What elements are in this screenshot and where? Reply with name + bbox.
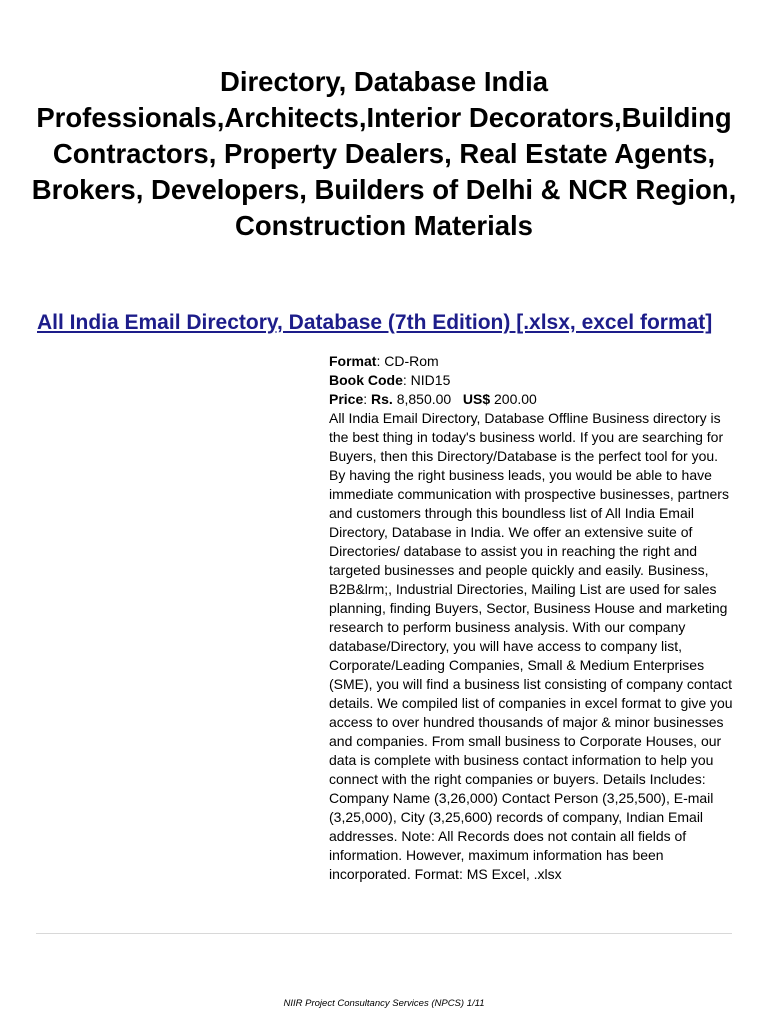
usd-value: 200.00 [490,391,537,407]
book-code-value: : NID15 [402,372,451,388]
price-row [329,390,733,409]
format-row [329,352,733,371]
rs-value: 8,850.00 [392,391,452,407]
product-details [329,352,733,884]
footer-text: NIIR Project Consultancy Services (NPCS) 1/11 [283,998,485,1009]
usd-label: US$ [462,391,491,407]
book-code-label: Book Code [329,372,403,388]
book-code-row [329,371,733,390]
format-value: : CD-Rom [376,353,439,369]
document-title: Directory, Database India Professionals,Architects,Interior Decorators,Building Contractors, Property Dealers, Real Estate Agents, Brokers, Developers, Builders of Delhi & NCR Region, Construction Materials [31,66,737,241]
rs-label: Rs. [371,391,393,407]
product-link[interactable]: All India Email Directory, Database (7th Edition) [.xlsx, excel format] [37,311,713,334]
footer-divider [36,933,732,934]
price-separator: : [363,391,372,407]
format-label: Format [329,353,377,369]
product-description: All India Email Directory, Database Offline Business directory is the best thing in today's business world. If you are searching for Buyers, then this Directory/Database is the perfect tool for you. By having the right business leads, you would be able to have immediate communication with prospective businesses, partners and customers through this boundless list of All India Email Directory, Database in India. We offer an extensive suite of Directories/ database to assist you in reaching the right and targeted businesses and people quickly and easily. Business, B2B&lrm;, Industrial Directories, Mailing List are used for sales planning, finding Buyers, Sector, Business House and marketing research to perform business analysis. With our company database/Directory, you will have access to company list, Corporate/Leading Companies, Small & Medium Enterprises (SME), you will find a business list consisting of company contact details. We compiled list of companies in excel format to give you access to over hundred thousands of major & minor businesses and companies. From small business to Corporate Houses, our data is complete with business contact information to help you connect with the right companies or buyers. Details Includes: Company Name (3,26,000) Contact Person (3,25,500), E-mail (3,25,000), City (3,25,600) records of company, Indian Email addresses. Note: All Records does not contain all fields of information. However, maximum information has been incorporated. Format: MS Excel, .xlsx [329,410,733,882]
price-label: Price [329,391,364,407]
